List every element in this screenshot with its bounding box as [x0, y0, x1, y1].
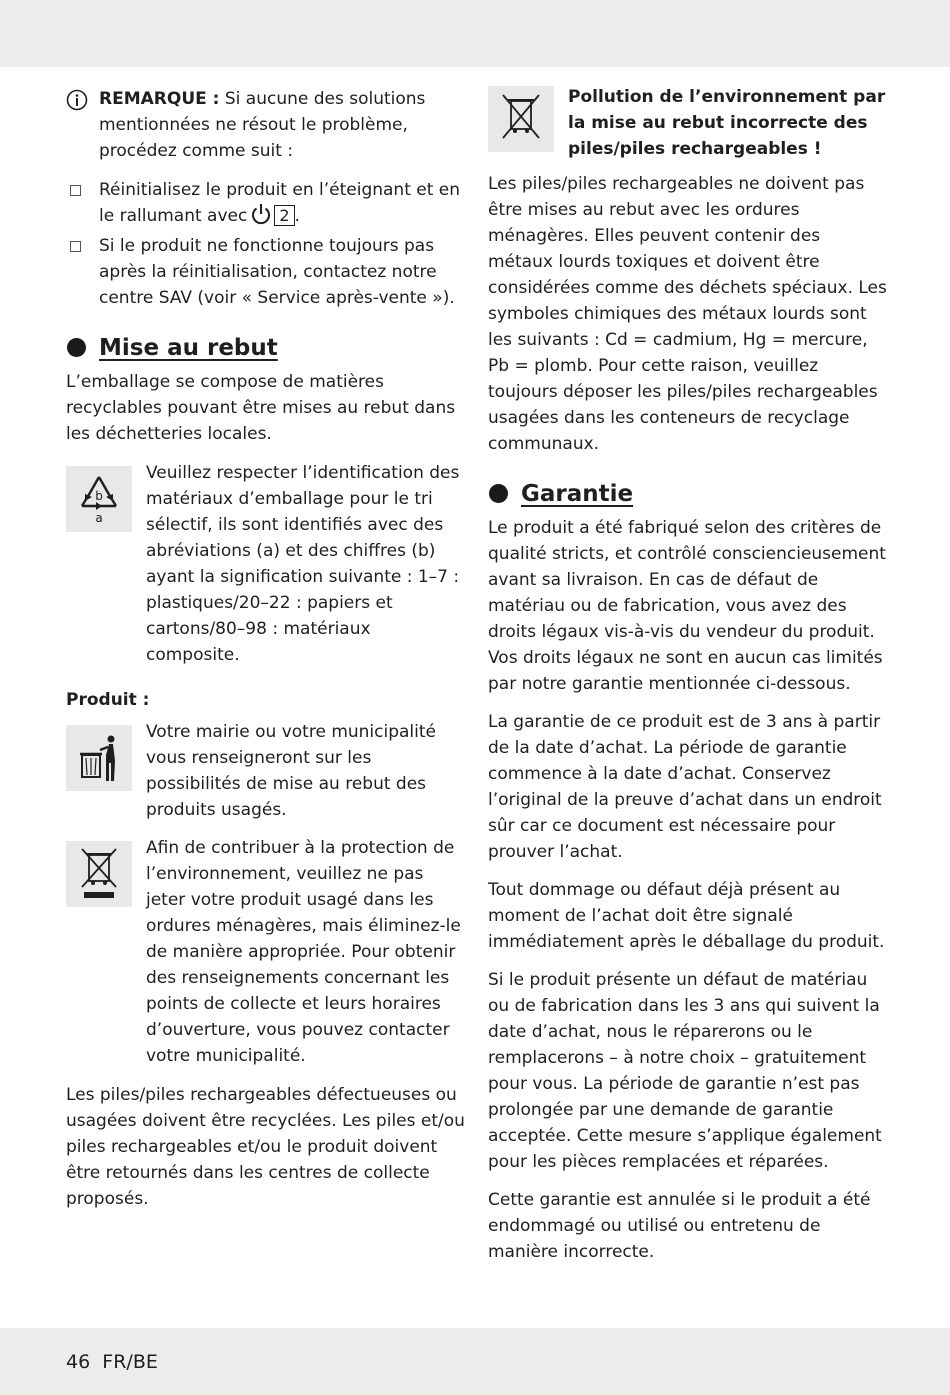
recycling-text: Veuillez respecter l’identification des matériaux d’emballage pour le tri sélectif, ils sont identifiés avec des abréviations (a) et des chiffres (b) ayant la signification suivante : 1–7 : plastiques/20–22 : papiers et cartons/80–98 : matériaux composite. [146, 463, 460, 665]
note-remarque [66, 86, 466, 164]
page-number: 46 [66, 1351, 91, 1373]
weee-block [66, 835, 466, 1069]
heading-garantie [488, 479, 888, 509]
section-title: Garantie [521, 481, 634, 507]
header-band [0, 0, 950, 67]
product-label: Produit : [66, 690, 150, 710]
bullet-dot-icon [67, 338, 86, 357]
battery-warning-title: Pollution de l’environnement par la mise au rebut incorrecte des piles/piles rechargeables ! [568, 87, 886, 159]
step-text [99, 177, 466, 233]
step-text-start: Réinitialisez le produit en l’éteignant et en le rallumant avec [99, 180, 461, 226]
step-list [66, 177, 466, 311]
checkbox-bullet-icon [70, 185, 81, 196]
weee-text: Afin de contribuer à la protection de l’environnement, veuillez ne pas jeter votre produit usagé dans les ordures ménagères, mais éliminez-le de manière appropriée. Pour obtenir des renseignements concernant les points de collecte et leurs horaires d’ouverture, vous pouvez contacter votre municipalité. [146, 838, 461, 1066]
list-item [66, 177, 466, 233]
note-body: Si aucune des solutions mentionnées ne résout le problème, procédez comme suit : [99, 89, 426, 161]
info-icon [66, 89, 88, 119]
recycling-block [66, 460, 466, 668]
svg-text:b: b [95, 489, 103, 503]
right-column [488, 84, 888, 1265]
crossed-out-bin-icon [488, 86, 554, 152]
crossed-out-bin-icon [66, 841, 132, 907]
batteries-text: Les piles/piles rechargeables défectueuses ou usagées doivent être recyclées. Les piles et/ou piles rechargeables et/ou le produit doivent être retournés dans les centres de collecte proposés. [66, 1085, 465, 1209]
heading-mise-au-rebut [66, 333, 466, 363]
person-trash-bin-icon [66, 725, 132, 791]
battery-warning [488, 84, 888, 162]
recycling-triangle-icon [66, 466, 132, 532]
warranty-paragraph: Le produit a été fabriqué selon des critères de qualité stricts, et contrôlé consciencieusement avant sa livraison. En cas de défaut de matériau ou de fabrication, vous avez des droits légaux vis-à-vis du vendeur du produit. Vos droits légaux ne sont en aucun cas limités par notre garantie mentionnée ci-dessous. [488, 518, 886, 694]
warranty-paragraph: Si le produit présente un défaut de matériau ou de fabrication dans les 3 ans qui suivent la date d’achat, nous le réparerons ou le remplacerons – à notre choix – gratuitement pour vous. La période de garantie n’est pas prolongée par une demande de garantie acceptée. Cette mesure s’applique également pour les pièces remplacées et réparées. [488, 970, 882, 1172]
svg-text:a: a [95, 511, 103, 525]
product-trash-text: Votre mairie ou votre municipalité vous renseigneront sur les possibilités de mise au rebut des produits usagés. [146, 722, 436, 820]
note-label: REMARQUE : [99, 89, 220, 109]
product-trash-block [66, 719, 466, 823]
key-number: 2 [274, 205, 294, 226]
checkbox-bullet-icon [70, 241, 81, 252]
disposal-intro: L’emballage se compose de matières recyclables pouvant être mises au rebut dans les déchetteries locales. [66, 372, 456, 444]
warranty-paragraph: Cette garantie est annulée si le produit a été endommagé ou utilisé ou entretenu de manière incorrecte. [488, 1190, 871, 1262]
list-item [66, 233, 466, 311]
warranty-paragraph: Tout dommage ou défaut déjà présent au moment de l’achat doit être signalé immédiatement après le déballage du produit. [488, 880, 885, 952]
step-text-end: . [294, 206, 300, 226]
step-text: Si le produit ne fonctionne toujours pas après la réinitialisation, contactez notre centre SAV (voir « Service après-vente »). [99, 236, 455, 308]
note-text [99, 86, 466, 164]
warranty-paragraph: La garantie de ce produit est de 3 ans à partir de la date d’achat. La période de garantie commence à la date d’achat. Conservez l’original de la preuve d’achat dans un endroit sûr car ce document est nécessaire pour prouver l’achat. [488, 712, 882, 862]
power-icon [250, 203, 272, 233]
battery-warning-text: Les piles/piles rechargeables ne doivent pas être mises au rebut avec les ordures ménagères. Elles peuvent contenir des métaux lourds toxiques et doivent être considérées comme des déchets spéciaux. Les symboles chimiques des métaux lourds sont les suivants : Cd = cadmium, Hg = mercure, Pb = plomb. Pour cette raison, veuillez toujours déposer les piles/piles rechargeables usagées dans les conteneurs de recyclage communaux. [488, 174, 887, 454]
page-footer [66, 1350, 158, 1374]
section-title: Mise au rebut [99, 335, 278, 361]
bullet-dot-icon [489, 484, 508, 503]
left-column [66, 86, 466, 1212]
page-locale: FR/BE [102, 1351, 158, 1373]
